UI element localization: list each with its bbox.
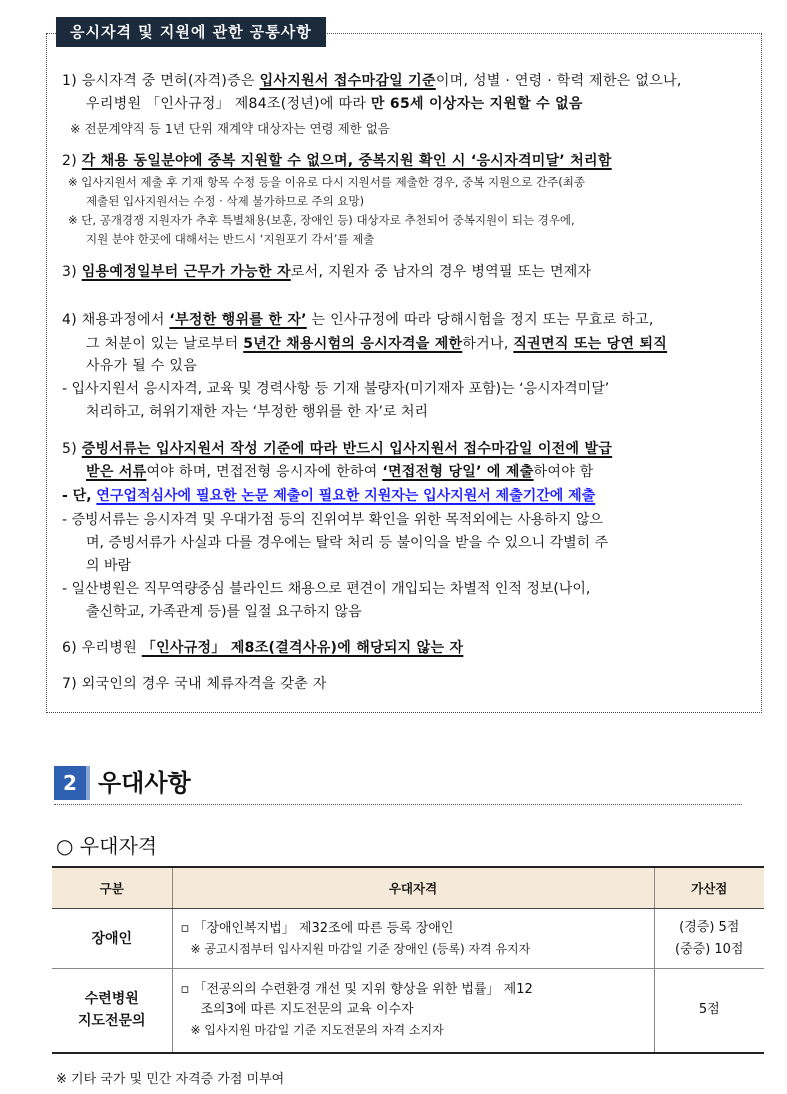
text: 우리병원 「인사규정」 제84조(정년)에 따라 xyxy=(86,96,371,112)
item-5-dash-1 xyxy=(62,485,595,508)
text: 여야 하며, 면접전형 응시자에 한하여 xyxy=(146,464,383,480)
row-points: 5점 xyxy=(654,969,764,1053)
text: - 단, xyxy=(62,488,97,504)
qual-line: ▫ 「전공의의 수련환경 개선 및 지위 향상을 위한 법률」 제12 xyxy=(180,982,533,998)
category-line: 지도전문의 xyxy=(77,1013,146,1030)
box-title: 응시자격 및 지원에 관한 공통사항 xyxy=(56,17,326,47)
text: 이며, 성별 · 연령 · 학력 제한은 없으나, xyxy=(435,73,682,89)
text: 3) xyxy=(62,264,82,280)
item-4-dash-1b: 처리하고, 허위기재한 자는 ‘부정한 행위를 한 자’로 처리 xyxy=(86,404,429,420)
qual-note: ※ 입사지원 마감일 기준 지도전문의 자격 소지자 xyxy=(190,1023,444,1038)
text: 1) 응시자격 중 면허(자격)증은 xyxy=(62,73,260,89)
section-title: 우대사항 xyxy=(98,769,191,797)
row-points xyxy=(654,909,764,969)
text: 하여야 함 xyxy=(533,464,594,480)
text: 4) 채용과정에서 xyxy=(62,312,170,328)
item-5-line-2 xyxy=(86,461,594,483)
emphasis: 연구업적심사에 필요한 논문 제출이 필요한 지원자는 입사지원서 제출기간에 제출 xyxy=(96,488,596,504)
emphasis: 「인사규정」 제8조(결격사유)에 해당되지 않는 자 xyxy=(141,640,464,656)
emphasis: 입사지원서 접수마감일 기준 xyxy=(259,73,436,89)
item-1-line-1 xyxy=(62,70,682,92)
text: 그 처분이 있는 날로부터 xyxy=(86,336,244,352)
item-5-dash-2a: - 증빙서류는 응시자격 및 우대가점 등의 진위여부 확인을 위한 목적외에는 사용하지 않으 xyxy=(62,512,603,528)
preference-table xyxy=(52,866,764,1054)
points-line: (중증) 10점 xyxy=(675,941,744,957)
item-7: 7) 외국인의 경우 국내 체류자격을 갖춘 자 xyxy=(62,676,327,692)
header-points: 가산점 xyxy=(654,867,764,909)
text: 6) 우리병원 xyxy=(62,640,142,656)
item-5-dash-2c: 의 바람 xyxy=(86,558,132,574)
points-line: (경증) 5점 xyxy=(679,919,740,935)
table-row xyxy=(52,909,764,969)
header-qualification: 우대자격 xyxy=(172,867,654,909)
qual-line: ▫ 「장애인복지법」 제32조에 따른 등록 장애인 xyxy=(180,920,454,936)
item-2-note-1b: 제출된 입사지원서는 수정 · 삭제 불가하므로 주의 요망) xyxy=(86,194,365,208)
item-2-note-2b: 지원 분야 한곳에 대해서는 반드시 ‘지원포기 각서’를 제출 xyxy=(86,232,375,246)
qual-line: 조의3에 따른 지도전문의 교육 이수자 xyxy=(200,1002,414,1018)
emphasis: 5년간 채용시험의 응시자격을 제한 xyxy=(243,336,463,352)
item-4-line-3: 사유가 될 수 있음 xyxy=(86,358,198,374)
item-5-line-1 xyxy=(62,438,612,460)
item-4-dash-1a: - 입사지원서 응시자격, 교육 및 경력사항 등 기재 불량자(미기재자 포함)는 ‘응시자격미달’ xyxy=(62,381,610,397)
item-5-dash-3b: 출신학교, 가족관계 등)를 일절 요구하지 않음 xyxy=(86,604,362,620)
category-line: 수련병원 xyxy=(84,991,139,1008)
qual-note: ※ 공고시점부터 입사지원 마감일 기준 장애인 (등록) 자격 유지자 xyxy=(190,941,531,956)
header-category: 구분 xyxy=(52,867,172,909)
item-1-note: ※ 전문계약직 등 1년 단위 재계약 대상자는 연령 제한 없음 xyxy=(70,121,390,136)
item-5-dash-2b: 며, 증빙서류가 사실과 다를 경우에는 탈락 처리 등 불이익을 받을 수 있으니 각별히 주 xyxy=(86,535,609,551)
text: 하거나, xyxy=(462,336,514,352)
table-header-row xyxy=(52,867,764,909)
item-2-line-1 xyxy=(62,150,612,172)
item-4-line-2 xyxy=(86,333,667,355)
table-row xyxy=(52,969,764,1053)
emphasis: 증빙서류는 입사지원서 작성 기준에 따라 반드시 입사지원서 접수마감일 이전에 발급 xyxy=(81,441,613,457)
section-divider xyxy=(54,804,742,805)
emphasis: 만 65세 이상자는 지원할 수 없음 xyxy=(370,96,583,112)
item-5-dash-3a: - 일산병원은 직무역량중심 블라인드 채용으로 편견이 개입되는 차별적 인적 정보(나이, xyxy=(62,581,591,597)
row-qualification xyxy=(172,909,654,969)
item-2-note-2a: ※ 단, 공개경쟁 지원자가 추후 특별채용(보훈, 장애인 등) 대상자로 추천되어 중복지원이 되는 경우에, xyxy=(68,213,575,227)
row-category xyxy=(52,969,172,1053)
row-category: 장애인 xyxy=(52,909,172,969)
item-1-line-2 xyxy=(86,93,583,115)
section-number: 2 xyxy=(54,766,90,800)
emphasis: 직권면직 또는 당연 퇴직 xyxy=(513,336,668,352)
item-2-note-1a: ※ 입사지원서 제출 후 기재 항목 수정 등을 이유로 다시 지원서를 제출한 경우, 중복 지원으로 간주(최종 xyxy=(68,175,585,189)
emphasis: 각 채용 동일분야에 중복 지원할 수 없으며, 중복지원 확인 시 ‘응시자격미달’ 처리함 xyxy=(81,153,612,169)
item-4-line-1 xyxy=(62,309,654,331)
item-3 xyxy=(62,261,591,283)
text: 는 인사규정에 따라 당해시험을 정지 또는 무효로 하고, xyxy=(306,312,654,328)
item-6 xyxy=(62,637,463,659)
text: 5) xyxy=(62,441,82,457)
emphasis: 임용예정일부터 근무가 가능한 자 xyxy=(81,264,291,280)
row-qualification xyxy=(172,969,654,1053)
text: 로서, 지원자 중 남자의 경우 병역필 또는 면제자 xyxy=(290,264,592,280)
emphasis: ‘면접전형 당일’ 에 제출 xyxy=(382,464,534,480)
emphasis: ‘부정한 행위를 한 자’ xyxy=(169,312,307,328)
footnote: ※ 기타 국가 및 민간 자격증 가점 미부여 xyxy=(56,1072,285,1087)
text: 2) xyxy=(62,153,82,169)
emphasis: 받은 서류 xyxy=(86,464,147,480)
subheading: ○ 우대자격 xyxy=(56,834,158,858)
